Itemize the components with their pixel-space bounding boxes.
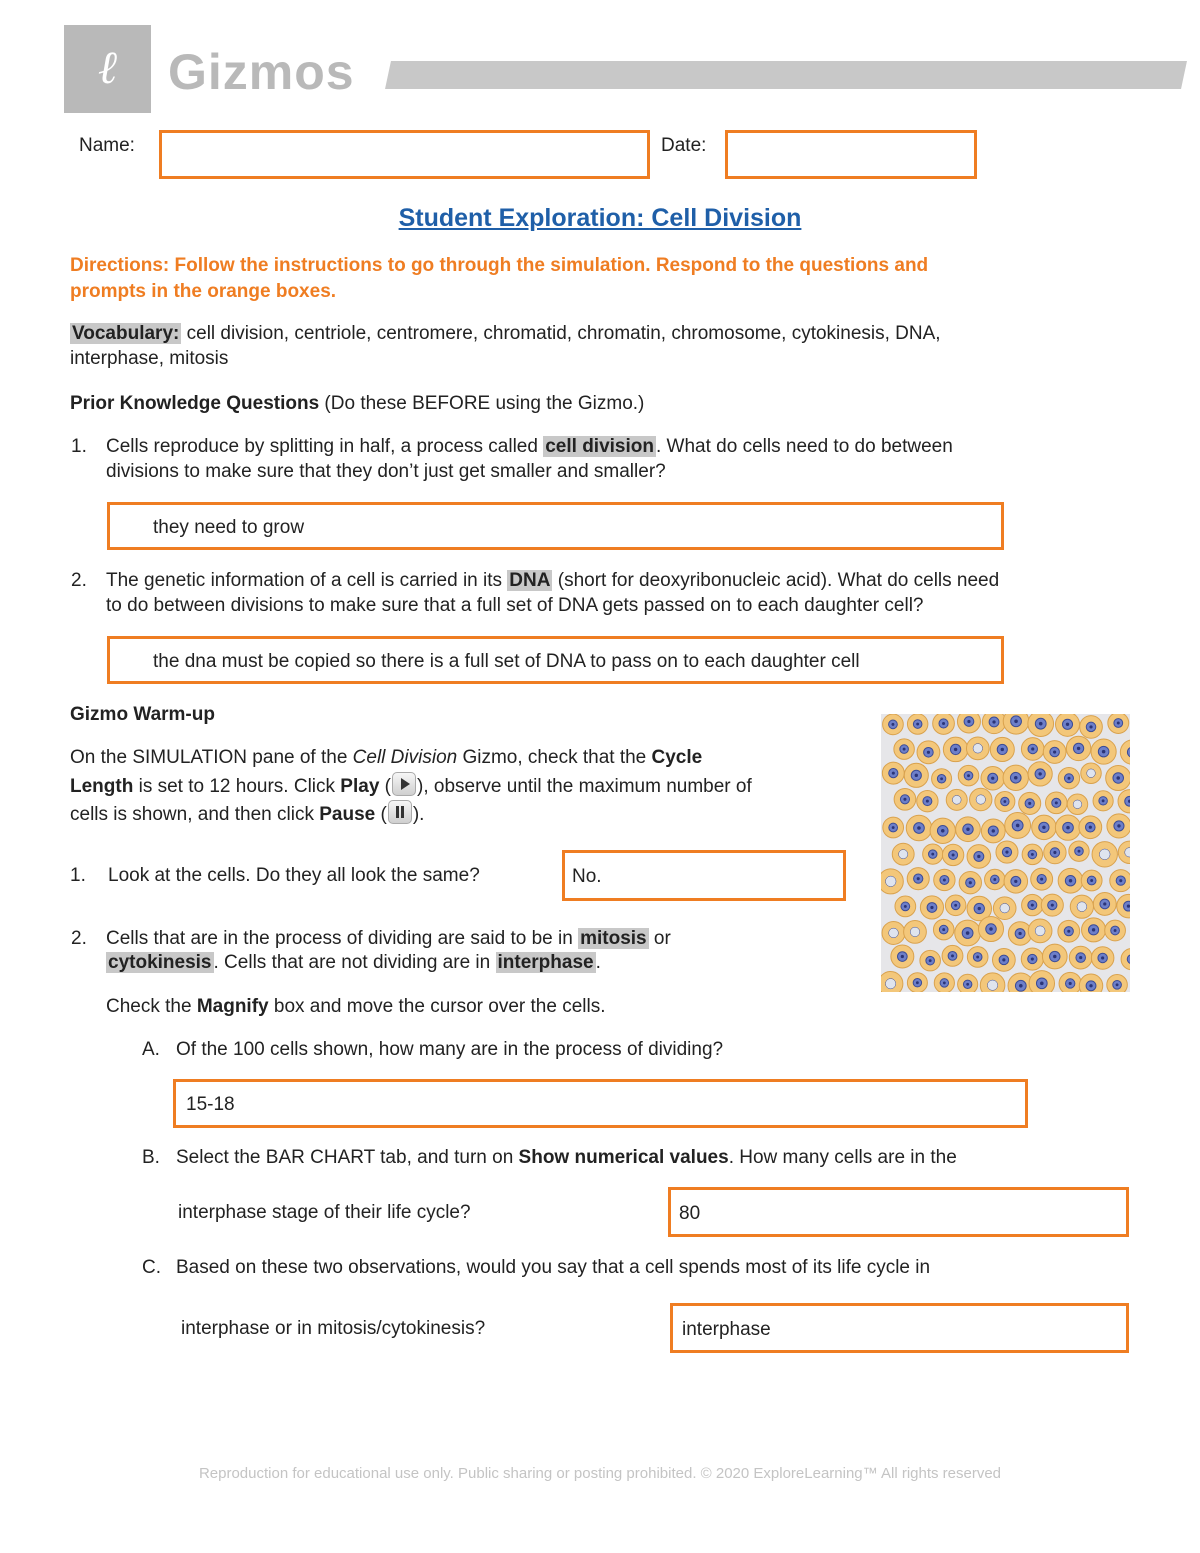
cell-shape <box>1003 714 1029 734</box>
part-a-letter: A. <box>142 1039 160 1060</box>
cell-shape <box>1092 842 1117 867</box>
cell-shape <box>1028 762 1052 786</box>
cell-shape <box>1022 844 1043 865</box>
cell-shape <box>1080 716 1103 739</box>
cell-shape <box>1004 870 1028 894</box>
name-label: Name: <box>79 135 135 156</box>
cell-shape <box>1058 768 1079 789</box>
footer-copyright: Reproduction for educational use only. Public sharing or posting prohibited. © 2020 ExploreLearning™ All rights reserved <box>198 1465 1002 1482</box>
warmup-q2-number: 2. <box>71 928 87 949</box>
part-a-text: Of the 100 cells shown, how many are in the process of dividing? <box>176 1039 724 1060</box>
part-c-answer: interphase <box>682 1319 771 1340</box>
name-field[interactable] <box>159 130 650 179</box>
part-b-line-1: Select the BAR CHART tab, and turn on Show numerical values. How many cells are in the <box>176 1147 957 1168</box>
cell-shape <box>981 766 1005 790</box>
cell-shape <box>1045 792 1067 814</box>
cell-shape <box>923 844 943 864</box>
warmup-line-1: On the SIMULATION pane of the Cell Division Gizmo, check that the Cycle <box>70 747 703 768</box>
cell-shape <box>894 739 914 759</box>
cell-shape <box>1108 714 1129 733</box>
cell-shape <box>1118 790 1130 813</box>
cell-shape <box>883 817 904 838</box>
cell-shape <box>934 973 954 992</box>
cell-shape <box>907 973 927 992</box>
cell-shape <box>933 714 955 734</box>
cell-shape <box>1021 738 1044 761</box>
cell-shape <box>942 844 963 865</box>
cell-shape <box>981 819 1005 843</box>
prior-q2-answer: the dna must be copied so there is a full set of DNA to pass on to each daughter cell <box>153 651 860 672</box>
cell-shape <box>892 843 914 865</box>
magnify-instruction: Check the Magnify box and move the cursor over the cells. <box>106 996 606 1017</box>
cell-shape <box>946 789 967 810</box>
cell-shape <box>957 714 980 733</box>
cell-shape <box>1055 714 1079 736</box>
cell-shape <box>881 971 903 992</box>
prior-q2-number: 2. <box>71 570 87 591</box>
cell-shape <box>1070 895 1093 918</box>
cell-shape <box>891 945 914 968</box>
part-c-line-1: Based on these two observations, would you say that a cell spends most of its life cycle in <box>176 1257 931 1278</box>
cell-shape <box>917 790 938 811</box>
cell-shape <box>1005 813 1031 839</box>
cell-shape <box>1118 841 1130 863</box>
cell-shape <box>985 869 1006 890</box>
cell-shape <box>1117 894 1130 917</box>
cell-shape <box>978 916 1003 941</box>
cell-shape <box>1028 919 1052 943</box>
cell-simulation-image <box>881 714 1130 992</box>
cell-shape <box>1079 974 1102 992</box>
cell-shape <box>1044 841 1066 863</box>
cell-shape <box>955 920 981 946</box>
prior-q1-line-2: divisions to make sure that they don’t just get smaller and smaller? <box>106 461 666 482</box>
cell-shape <box>1069 841 1089 861</box>
prior-q2-line-2: to do between divisions to make sure that a full set of DNA gets passed on to each daughter cell? <box>106 595 924 616</box>
cell-shape <box>956 817 981 842</box>
cell-shape <box>992 949 1015 972</box>
prior-q2-line-1: The genetic information of a cell is carried in its DNA (short for deoxyribonucleic acid). What do cells need <box>106 570 1000 591</box>
cell-shape <box>1106 765 1130 790</box>
cell-shape <box>933 919 954 940</box>
date-field[interactable] <box>725 130 977 179</box>
vocabulary-line-1 <box>70 321 941 346</box>
part-a-answer-box[interactable] <box>173 1079 1028 1128</box>
cell-shape <box>1041 894 1063 916</box>
cell-shape <box>990 737 1014 761</box>
cell-shape <box>1105 920 1126 941</box>
prior-q1-answer: they need to grow <box>153 517 305 538</box>
cell-shape <box>934 869 955 890</box>
cell-shape <box>1042 944 1067 969</box>
cell-shape <box>1120 740 1130 764</box>
cell-shape <box>966 737 989 760</box>
cell-shape <box>1121 949 1130 970</box>
cell-shape <box>1058 868 1083 893</box>
cell-shape <box>1029 971 1054 992</box>
cell-shape <box>995 791 1015 811</box>
prior-q1-number: 1. <box>71 436 87 457</box>
cell-shape <box>959 872 981 894</box>
cell-shape <box>1093 892 1116 915</box>
cell-shape <box>1079 816 1102 839</box>
part-b-letter: B. <box>142 1147 160 1168</box>
term-dna: DNA <box>509 570 551 591</box>
prior-q2-answer-box[interactable] <box>107 636 1004 684</box>
cell-shape <box>1022 894 1043 915</box>
warmup-q1-answer: No. <box>572 866 602 887</box>
brand-name: Gizmos <box>168 44 355 100</box>
prior-q1-answer-box[interactable] <box>107 502 1004 550</box>
date-label: Date: <box>661 135 707 156</box>
cell-shape <box>1031 868 1053 890</box>
cell-shape <box>881 869 903 894</box>
warmup-q2-line-1: Cells that are in the process of dividing are said to be in mitosis or <box>106 928 671 949</box>
term-interphase: interphase <box>497 952 594 973</box>
page-title: Student Exploration: Cell Division <box>398 204 802 232</box>
warmup-q2-line-2: cytokinesis . Cells that are not dividing are in interphase . <box>108 952 601 973</box>
cell-shape <box>1091 739 1116 764</box>
cell-shape <box>1059 972 1081 992</box>
cell-shape <box>1032 815 1057 840</box>
cell-shape <box>1043 741 1066 764</box>
cell-shape <box>882 921 905 944</box>
vocabulary-label: Vocabulary: <box>72 323 180 344</box>
cell-shape <box>904 763 928 787</box>
prior-q1-line-1: Cells reproduce by splitting in half, a process called cell division . What do cells need to do between <box>106 436 953 457</box>
part-c-answer-box[interactable] <box>670 1303 1129 1353</box>
cell-shape <box>1021 948 1043 970</box>
cell-shape <box>1069 946 1092 969</box>
cell-shape <box>1019 792 1041 814</box>
cells-graphic <box>881 714 1130 992</box>
gizmos-logo <box>64 25 151 113</box>
cell-shape <box>993 897 1016 920</box>
vocabulary-line-2: interphase, mitosis <box>70 348 229 369</box>
warmup-heading: Gizmo Warm-up <box>70 704 215 725</box>
cell-shape <box>1110 870 1130 892</box>
directions-line-1: Directions: Follow the instructions to go through the simulation. Respond to the questions and <box>70 255 929 276</box>
part-b-answer: 80 <box>679 1203 701 1224</box>
cell-shape <box>1055 815 1080 840</box>
cell-shape <box>904 921 927 944</box>
cell-shape <box>907 714 927 734</box>
cell-shape <box>958 974 978 992</box>
warmup-q1-number: 1. <box>70 865 86 886</box>
cell-shape <box>1067 794 1087 814</box>
cell-shape <box>1028 714 1054 737</box>
cell-shape <box>894 788 916 810</box>
cell-shape <box>906 815 931 840</box>
cell-shape <box>907 868 929 890</box>
part-a-answer: 15-18 <box>186 1094 235 1115</box>
cell-shape <box>920 950 941 971</box>
cell-shape <box>942 945 963 966</box>
cell-shape <box>920 896 943 919</box>
cell-shape <box>1107 814 1130 838</box>
part-c-letter: C. <box>142 1257 161 1278</box>
cell-shape <box>945 895 966 916</box>
cell-shape <box>1093 791 1113 811</box>
part-b-answer-box[interactable] <box>668 1187 1129 1237</box>
cell-shape <box>930 818 955 843</box>
part-c-line-2: interphase or in mitosis/cytokinesis? <box>181 1318 486 1339</box>
cell-shape <box>1081 763 1101 783</box>
cell-shape <box>1082 918 1106 942</box>
cell-shape <box>967 845 991 869</box>
cell-shape <box>996 841 1018 863</box>
header-bar <box>385 61 1187 89</box>
term-cytokinesis: cytokinesis <box>108 952 212 973</box>
warmup-line-3: cells is shown, and then click Pause ( ). <box>70 800 424 827</box>
cell-shape <box>1107 975 1128 992</box>
directions-line-2: prompts in the orange boxes. <box>70 281 337 302</box>
cell-shape <box>1003 765 1028 790</box>
term-mitosis: mitosis <box>580 928 647 949</box>
play-icon <box>392 772 416 796</box>
cell-shape <box>895 896 916 917</box>
part-b-line-2: interphase stage of their life cycle? <box>178 1202 471 1223</box>
warmup-q1-text: Look at the cells. Do they all look the same? <box>108 865 480 886</box>
prior-knowledge-heading: Prior Knowledge Questions (Do these BEFORE using the Gizmo.) <box>70 393 645 414</box>
cell-shape <box>883 714 904 735</box>
cell-shape <box>982 714 1005 734</box>
cell-shape <box>943 737 968 762</box>
cell-shape <box>1091 947 1114 970</box>
cell-shape <box>967 947 988 968</box>
warmup-line-2: Length is set to 12 hours. Click Play ( ), observe until the maximum number of <box>70 772 752 799</box>
warmup-q1-answer-box[interactable] <box>562 850 846 901</box>
logo-glyph: ℓ <box>97 40 118 94</box>
cell-shape <box>917 741 940 764</box>
pause-icon <box>388 800 412 824</box>
term-cell-division: cell division <box>545 436 654 457</box>
vocabulary-terms: cell division, centriole, centromere, chromatid, chromatin, chromosome, cytokinesis, DNA, <box>181 323 941 344</box>
cell-shape <box>1066 736 1090 760</box>
cell-shape <box>980 973 1005 992</box>
cell-shape <box>1081 870 1102 891</box>
cell-shape <box>958 765 979 786</box>
cell-shape <box>1058 920 1080 942</box>
cell-shape <box>882 762 904 784</box>
cell-shape <box>932 769 952 789</box>
cell-shape <box>970 788 992 810</box>
